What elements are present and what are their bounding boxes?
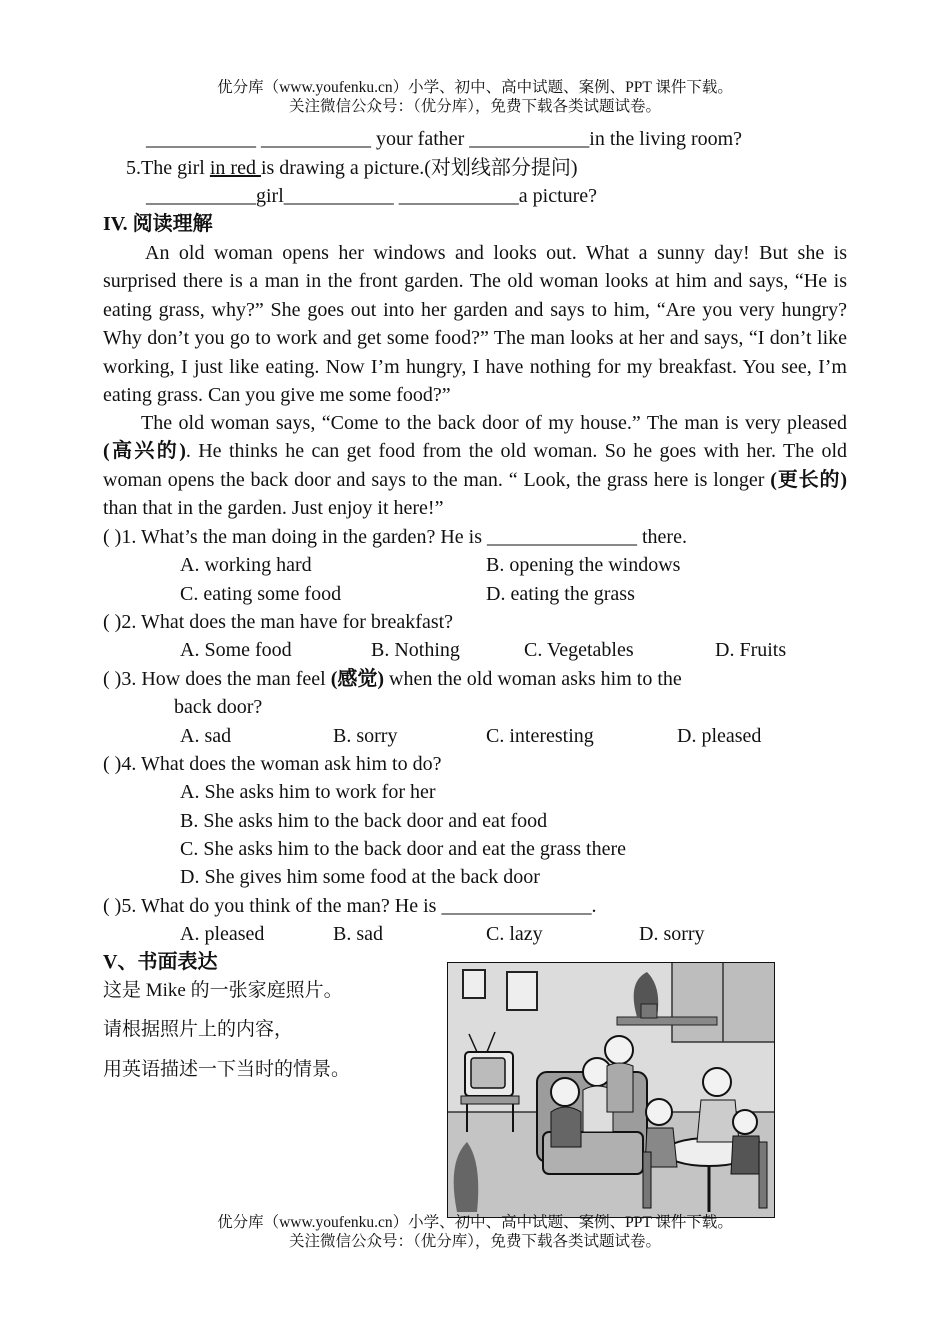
q2-option-c: C. Vegetables: [524, 639, 634, 661]
q2-option-d: D. Fruits: [715, 639, 787, 661]
section5-title: V、书面表达: [103, 951, 218, 973]
q1-option-d: D. eating the grass: [486, 583, 635, 605]
q3-option-b: B. sorry: [333, 725, 398, 747]
question-2-stem: ( )2. What does the man have for breakfast?: [103, 611, 454, 633]
family-photo-illustration: [447, 962, 775, 1218]
q5-option-d: D. sorry: [639, 923, 705, 945]
q5-answer-line: ___________girl___________ ____________a picture?: [146, 185, 598, 207]
q5-underlined: in red: [209, 157, 261, 179]
q5-option-a: A. pleased: [180, 923, 265, 945]
header-line-2: 关注微信公众号：（优分库），免费下载各类试题试卷。: [288, 98, 661, 115]
q3-stem-c: when the old woman asks him to the: [384, 668, 682, 690]
writing-prompt-line-3: 用英语描述一下当时的情景。: [103, 1059, 351, 1080]
writing-prompt-line-2: 请根据照片上的内容，: [103, 1019, 294, 1040]
q4-option-a: A. She asks him to work for her: [180, 781, 436, 803]
para2-e: than that in the garden. Just enjoy it here!”: [103, 497, 444, 520]
question-5-stem: ( )5. What do you think of the man? He is _______________.: [103, 895, 597, 917]
q1-option-a: A. working hard: [180, 554, 312, 576]
question-3-stem-line2: back door?: [174, 696, 263, 718]
q3-stem-a: ( )3. How does the man feel: [103, 668, 331, 690]
para2-c: . He thinks he can get food from the old woman. So he goes with her. The old woman opens the back door and says to the man. “ Look, the grass here is longer: [103, 440, 847, 491]
footer-line-2: 关注微信公众号：（优分库），免费下载各类试题试卷。: [288, 1233, 661, 1250]
q4-option-b: B. She asks him to the back door and eat food: [180, 810, 548, 832]
question-4-stem: ( )4. What does the woman ask him to do?: [103, 753, 442, 775]
q3-option-a: A. sad: [180, 725, 232, 747]
q5-option-b: B. sad: [333, 923, 383, 945]
question-1-stem: ( )1. What’s the man doing in the garden? He is _______________ there.: [103, 526, 687, 548]
q4-answer-line: ___________ ___________ your father ____________in the living room?: [146, 128, 743, 150]
writing-prompt-line-1: 这是 Mike 的一张家庭照片。: [103, 980, 343, 1001]
q5-option-c: C. lazy: [486, 923, 543, 945]
header-line-1: 优分库（www.youfenku.cn）小学、初中、高中试题、案例、PPT 课件下载。: [217, 79, 733, 96]
para2-b: (高兴的): [103, 440, 186, 463]
passage-paragraph-1: An old woman opens her windows and looks out. What a sunny day! But she is surprised there is a man in the front garden. The old woman looks at him and says, “He is eating grass, why?” She goes out into her garden and says to him, “Are you very hungry? Why don’t you go to work and get some food?” The man looks at her and says, “I don’t like working, I just like eating. Now I’m hungry, I have nothing for my breakfast. You see, I’m eating grass. Can you give me some food?”: [103, 242, 847, 407]
q2-option-b: B. Nothing: [371, 639, 460, 661]
q1-option-b: B. opening the windows: [486, 554, 681, 576]
q5-prefix: 5.The girl: [126, 157, 210, 179]
q3-option-c: C. interesting: [486, 725, 594, 747]
q3-option-d: D. pleased: [677, 725, 762, 747]
q4-option-c: C. She asks him to the back door and eat the grass there: [180, 838, 626, 860]
question-3-stem: [103, 665, 682, 693]
q3-stem-b: (感觉): [330, 668, 385, 690]
q2-option-a: A. Some food: [180, 639, 292, 661]
para2-d: (更长的): [770, 468, 847, 491]
q1-option-c: C. eating some food: [180, 583, 342, 605]
footer-line-1: 优分库（www.youfenku.cn）小学、初中、高中试题、案例、PPT 课件下载。: [217, 1214, 733, 1231]
q5-stem: [126, 154, 578, 182]
passage-paragraph-2: [103, 409, 847, 523]
q4-option-d: D. She gives him some food at the back door: [180, 866, 540, 888]
q5-suffix: is drawing a picture.(对划线部分提问): [260, 157, 578, 179]
section4-title: IV. 阅读理解: [103, 213, 213, 235]
para2-a: The old woman says, “Come to the back door of my house.” The man is very pleased: [141, 412, 847, 434]
